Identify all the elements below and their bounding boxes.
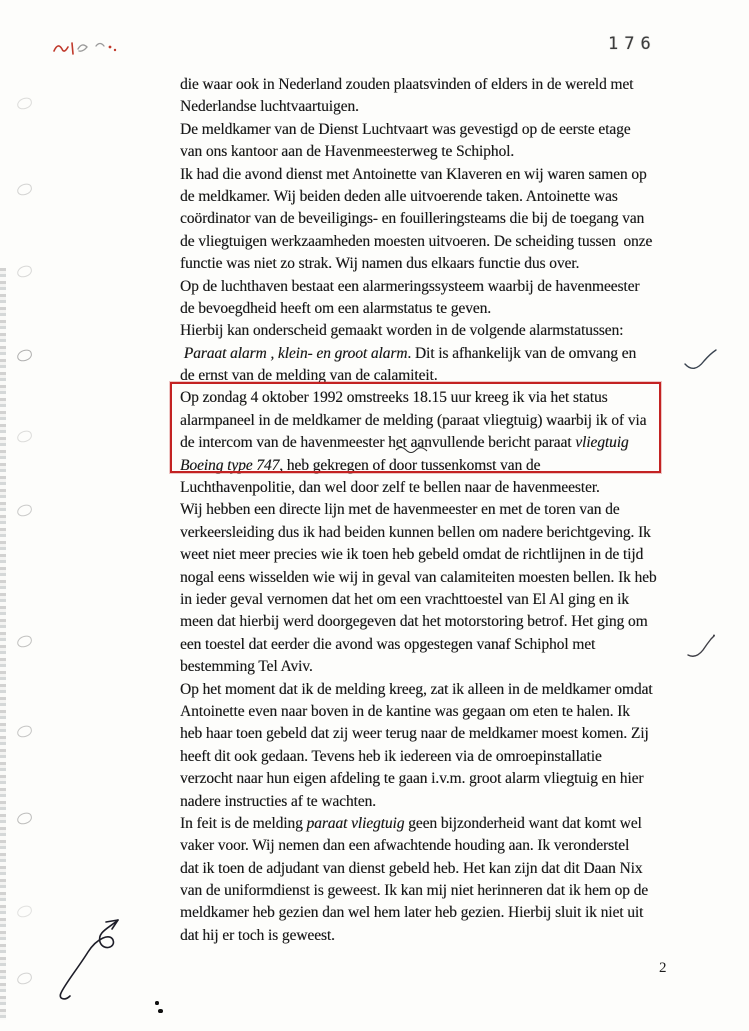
margin-smudge xyxy=(16,504,33,518)
statement-text xyxy=(180,74,657,947)
text-line-13: de ernst van de melding van de calamiteit. xyxy=(180,367,438,385)
text-line-37: meldkamer heb gezien dan wel hem later heb gezien. Hierbij sluit ik niet uit xyxy=(180,904,644,922)
scan-edge-artifact xyxy=(0,268,6,1020)
text-line-10: de bevoegdheid heeft om een alarmstatus te geven. xyxy=(180,299,492,317)
text-line-3: van ons kantoor aan de Havenmeesterweg te Schiphol. xyxy=(180,143,515,161)
pen-check-mark-upper xyxy=(683,348,719,376)
margin-smudge xyxy=(16,905,33,919)
text-line-7: de vliegtuigen werkzaamheden moesten uitvoeren. De scheiding tussen onze xyxy=(180,232,653,250)
text-line-20: verkeersleiding dus ik had beiden kunnen bellen om nadere berichtgeving. Ik xyxy=(180,523,651,541)
text-line-9: Op de luchthaven bestaat een alarmeringssysteem waarbij de havenmeester xyxy=(180,277,640,295)
text-line-4: Ik had die avond dienst met Antoinette van Klaveren en wij waren samen op xyxy=(180,165,647,183)
text-line-30: heeft dit ook gedaan. Tevens heb ik iedereen via de omroepinstallatie xyxy=(180,747,602,765)
pen-check-mark-lower xyxy=(686,634,718,660)
text-line-38: dat hij er toch is geweest. xyxy=(180,926,335,944)
ink-dot xyxy=(158,1009,163,1013)
margin-smudge xyxy=(16,349,33,363)
text-line-16: de intercom van de havenmeester het aanvullende bericht paraat vliegtuig xyxy=(180,434,629,452)
text-line-26: bestemming Tel Aviv. xyxy=(180,658,313,676)
text-line-29: heb haar toen gebeld dat zij weer terug naar de meldkamer moest komen. Zij xyxy=(180,725,649,743)
margin-smudge xyxy=(16,972,33,986)
text-line-28: Antoinette even naar boven in de kantine was gegaan om eten te halen. Ik xyxy=(180,702,630,720)
text-line-12: Paraat alarm , klein- en groot alarm. Dit is afhankelijk van de omvang en xyxy=(183,344,637,362)
text-line-32: nadere instructies af te wachten. xyxy=(180,792,376,810)
text-line-22: nogal eens wisselden wie wij in geval van calamiteiten moesten bellen. Ik heb xyxy=(180,568,657,586)
text-line-17: Boeing type 747, heb gekregen of door tussenkomst van de xyxy=(180,456,541,474)
red-pen-scribble xyxy=(50,38,130,60)
text-line-21: weet niet meer precies wie ik toen heb gebeld omdat de richtlijnen in de tijd xyxy=(180,546,644,564)
margin-smudge xyxy=(16,635,33,649)
text-line-19: Wij hebben een directe lijn met de havenmeester en met de toren van de xyxy=(180,501,620,519)
sheet-number-stamp: 176 xyxy=(608,34,657,54)
text-line-5: de meldkamer. Wij beiden deden alle uitvoerende taken. Antoinette was xyxy=(180,187,618,205)
text-line-14: Op zondag 4 oktober 1992 omstreeks 18.15 uur kreeg ik via het status xyxy=(180,389,608,407)
margin-smudge xyxy=(16,183,33,197)
margin-smudge xyxy=(16,97,33,111)
text-line-15: alarmpaneel in de meldkamer de melding (paraat vliegtuig) waarbij ik of via xyxy=(180,411,647,429)
text-line-1: Nederlandse luchtvaartuigen. xyxy=(180,98,359,116)
margin-smudge xyxy=(16,812,33,826)
margin-smudge xyxy=(16,725,33,739)
signature-scribble xyxy=(52,902,152,1007)
text-line-24: meen dat hierbij werd doorgegeven dat het motorstoring betrof. Het ging om xyxy=(180,613,648,631)
text-line-11: Hierbij kan onderscheid gemaakt worden in de volgende alarmstatussen: xyxy=(180,322,624,340)
margin-smudge xyxy=(16,265,33,279)
ink-dot xyxy=(155,1001,159,1005)
text-line-27: Op het moment dat ik de melding kreeg, zat ik alleen in de meldkamer omdat xyxy=(180,680,653,698)
text-line-18: Luchthavenpolitie, dan wel door zelf te bellen naar de havenmeester. xyxy=(180,479,600,497)
text-line-31: verzocht naar hun eigen afdeling te gaan i.v.m. groot alarm vliegtuig en hier xyxy=(180,770,644,788)
text-line-0: die waar ook in Nederland zouden plaatsvinden of elders in de wereld met xyxy=(180,76,634,93)
text-line-34: vaker voor. Wij nemen dan een afwachtende houding aan. Ik veronderstel xyxy=(180,837,630,855)
margin-smudge xyxy=(16,430,33,444)
text-line-33: In feit is de melding paraat vliegtuig geen bijzonderheid want dat komt wel xyxy=(180,814,642,832)
text-line-2: De meldkamer van de Dienst Luchtvaart was gevestigd op de eerste etage xyxy=(180,120,631,138)
text-line-6: coördinator van de beveiligings- en fouilleringsteams die bij de toegang van xyxy=(180,210,645,228)
text-line-36: van de uniformdienst is geweest. Ik kan mij niet herinneren dat ik hem op de xyxy=(180,882,649,900)
page-number: 2 xyxy=(659,960,667,976)
text-line-35: dat ik toen de adjudant van dienst gebeld heb. Het kan zijn dat dit Daan Nix xyxy=(180,859,643,877)
text-line-25: een toestel dat eerder die avond was opgestegen vanaf Schiphol met xyxy=(180,635,596,653)
pen-mark-tussenkomst xyxy=(396,445,428,453)
text-line-8: functie was niet zo strak. Wij namen dus elkaars functie dus over. xyxy=(180,255,580,273)
text-line-23: in ieder geval vernomen dat het om een vrachttoestel van El Al ging en ik xyxy=(180,590,629,608)
